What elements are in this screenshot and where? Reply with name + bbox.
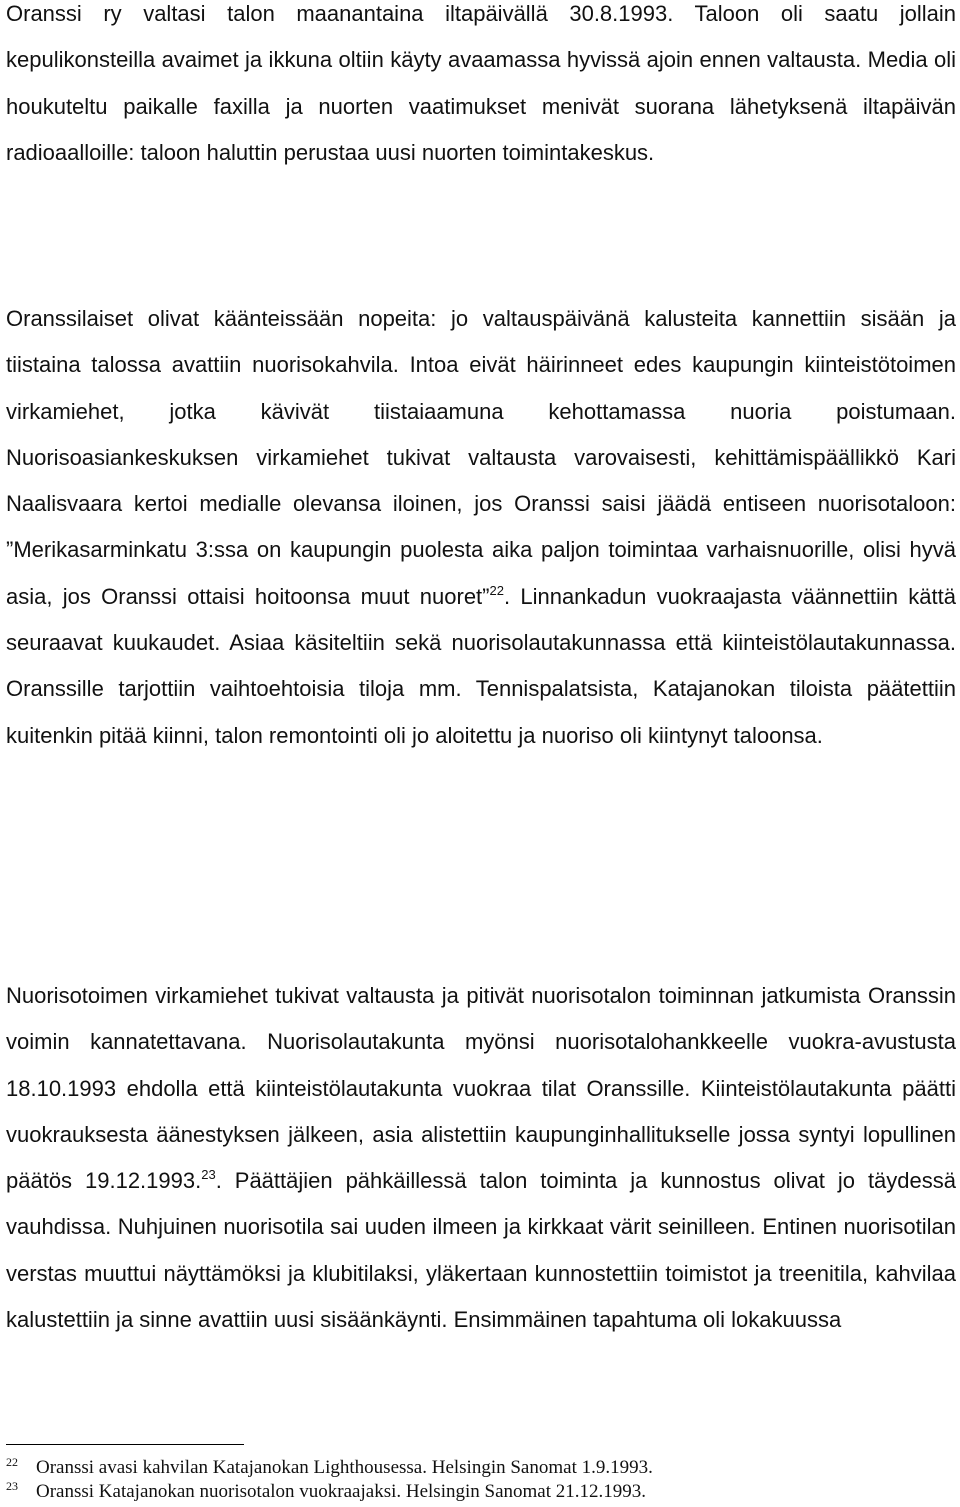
paragraph-3-text-before: Nuorisotoimen virkamiehet tukivat valtausta ja pitivät nuorisotalon toiminnan jatkumista Oranssin voimin kannatettavana. Nuorisolautakunta myönsi nuorisotalohankkeelle vuokra-avustusta 18.10.1993 ehdolla että kiinteistölautakunta vuokraa tilat Oranssille. Kiinteistölautakunta päätti vuokrauksesta äänestyksen jälkeen, asia alistettiin kaupunginhallitukselle jossa syntyi lopullinen päätös 19.12.1993. xyxy=(6,983,956,1194)
paragraph-2-text-after: . Linnankadun vuokraajasta väännettiin kättä seuraavat kuukaudet. Asiaa käsiteltiin sekä nuorisolautakunnassa että kiinteistölautakunnassa. Oranssille tarjottiin vaihtoehtoisia tiloja mm. Tennispalatsista, Katajanokan tiloista päätettiin kuitenkin pitää kiinni, talon remontointi oli jo aloitettu ja nuoriso oli kiintynyt taloonsa. xyxy=(6,583,957,748)
footnote-divider xyxy=(6,1444,244,1445)
footnote-ref-23[interactable]: 23 xyxy=(201,1167,216,1183)
footnote-text: Oranssi avasi kahvilan Katajanokan Lighthousessa. Helsingin Sanomat 1.9.1993. xyxy=(36,1457,653,1478)
paragraph-3 xyxy=(6,973,956,1343)
footnote-ref-22[interactable]: 22 xyxy=(489,582,504,598)
paragraph-3-text-after: . Päättäjien pähkäillessä talon toiminta ja kunnostus olivat jo täydessä vauhdissa. Nuhjuinen nuorisotila sai uuden ilmeen ja kirkkaat värit seinilleen. Entinen nuorisotilan verstas muuttui näyttämöksi ja klubitilaksi, yläkertaan kunnostettiin toimistot ja treenitila, kahvilaa kalustettiin ja sinne avattiin uusi sisäänkäynti. Ensimmäinen tapahtuma oli lokakuussa xyxy=(6,1168,957,1333)
paragraph-1 xyxy=(6,0,956,176)
footnote-text: Oranssi Katajanokan nuorisotalon vuokraajaksi. Helsingin Sanomat 21.12.1993. xyxy=(36,1481,647,1502)
paragraph-1-text: Oranssi ry valtasi talon maanantaina iltapäivällä 30.8.1993. Taloon oli saatu jollain kepulikonsteilla avaimet ja ikkuna oltiin käyty avaamassa hyvissä ajoin ennen valtausta. Media oli houkuteltu paikalle faxilla ja nuorten vaatimukset menivät suorana lähetyksenä iltapäivän radioaalloille: taloon haluttin perustaa uusi nuorten toimintakeskus. xyxy=(6,1,956,165)
paragraph-2-text-before: Oranssilaiset olivat käänteissään nopeita: jo valtauspäivänä kalusteita kannettiin sisään ja tiistaina talossa avattiin nuorisokahvila. Intoa eivät häirinneet edes kaupungin kiinteistötoimen virkamiehet, jotka kävivät tiistaiaamuna kehottamassa nuoria poistumaan. Nuorisoasiankeskuksen virkamiehet tukivat valtausta varovaisesti, kehittämispäällikkö Kari Naalisvaara kertoi medialle olevansa iloinen, jos Oranssi saisi jäädä entiseen nuorisotaloon: ”Merikasarminkatu 3:ssa on kaupungin puolesta aika paljon toimintaa varhaisnuorille, olisi hyvä asia, jos Oranssi ottaisi hoitoonsa muut nuoret” xyxy=(6,306,956,609)
footnote-23: 23 Oranssi Katajanokan nuorisotalon vuokraajaksi. Helsingin Sanomat 21.12.1993. xyxy=(6,1479,647,1502)
paragraph-2 xyxy=(6,296,956,759)
footnote-22: 22 Oranssi avasi kahvilan Katajanokan Lighthousessa. Helsingin Sanomat 1.9.1993. xyxy=(6,1455,653,1478)
